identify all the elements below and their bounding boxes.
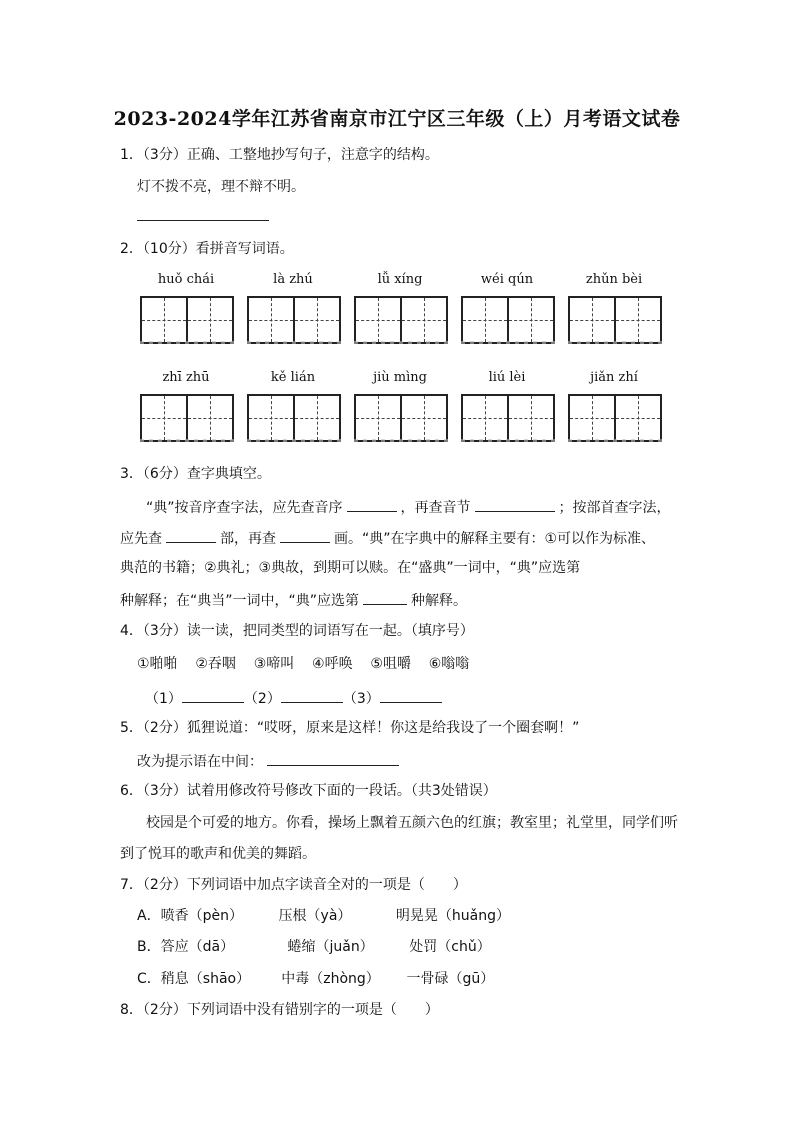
page-title: 2023-2024学年江苏省南京市江宁区三年级（上）月考语文试卷: [113, 108, 681, 130]
pinyin-label: wéi qún: [480, 272, 534, 287]
pinyin-label: zhī zhū: [162, 370, 210, 385]
question-3-stem: 3．（6分）查字典填空。: [120, 466, 271, 482]
writing-boxes[interactable]: [247, 394, 341, 442]
question-5-prompt: 改为提示语在中间：: [137, 751, 399, 771]
blank-bihua[interactable]: [280, 528, 330, 543]
question-3-line-2: 应先查 部，再查 画。“典”在字典中的解释主要有：①可以作为标准、: [120, 528, 655, 548]
question-6-passage-line-1: 校园是个可爱的地方。你看，操场上飘着五颜六色的红旗；教室里；礼堂里，同学们听: [146, 815, 678, 831]
pinyin-label: kě lián: [270, 370, 316, 385]
writing-boxes[interactable]: [461, 394, 555, 442]
writing-boxes[interactable]: [461, 296, 555, 344]
blank-group-2[interactable]: [281, 688, 343, 703]
question-1-stem: 1．（3分）正确、工整地抄写句子，注意字的结构。: [120, 147, 439, 163]
writing-boxes[interactable]: [568, 296, 662, 344]
writing-boxes[interactable]: [354, 296, 448, 344]
question-1-sentence: 灯不拨不亮，理不辩不明。: [137, 179, 305, 195]
pinyin-label: liú lèi: [488, 370, 526, 385]
blank-group-1[interactable]: [182, 688, 244, 703]
writing-boxes[interactable]: [568, 394, 662, 442]
writing-boxes[interactable]: [140, 394, 234, 442]
pinyin-label: lǚ xíng: [377, 272, 423, 287]
blank-jieshi[interactable]: [363, 590, 407, 605]
question-3-line-4: 种解释；在“典当”一词中，“典”应选第 种解释。: [120, 590, 467, 610]
question-6-passage-line-2: 到了悦耳的歌声和优美的舞蹈。: [120, 846, 316, 862]
question-6-stem: 6．（3分）试着用修改符号修改下面的一段话。（共3处错误）: [120, 783, 497, 799]
question-4-words: ①啪啪 ②吞咽 ③啼叫 ④呼唤 ⑤咀嚼 ⑥嗡嗡: [137, 656, 470, 672]
writing-boxes[interactable]: [247, 296, 341, 344]
pinyin-grid-row-1: [140, 272, 660, 352]
blank-yinjie[interactable]: [475, 497, 555, 512]
question-7-option-c[interactable]: C．稍息（shāo） 中毒（zhòng） 一骨碌（gū）: [137, 971, 495, 987]
writing-boxes[interactable]: [354, 394, 448, 442]
blank-yinxu[interactable]: [347, 497, 397, 512]
question-1-answer-line[interactable]: [137, 206, 269, 226]
question-7-option-a[interactable]: A．喷香（pèn） 压根（yà） 明晃晃（huǎng）: [137, 908, 511, 924]
question-8-stem: 8．（2分）下列词语中没有错别字的一项是（ ）: [120, 1002, 439, 1018]
question-4-answers: （1） （2） （3）: [145, 688, 442, 708]
pinyin-label: huǒ chái: [157, 272, 215, 287]
question-7-stem: 7．（2分）下列词语中加点字读音全对的一项是（ ）: [120, 877, 467, 893]
pinyin-label: jiù mìng: [373, 370, 427, 385]
pinyin-grid-row-2: [140, 370, 660, 450]
pinyin-label: zhǔn bèi: [585, 272, 643, 287]
question-3-line-1: “典”按音序查字法，应先查音序 ，再查音节 ；按部首查字法，: [146, 497, 671, 517]
blank-group-3[interactable]: [380, 688, 442, 703]
question-4-stem: 4．（3分）读一读，把同类型的词语写在一起。（填序号）: [120, 623, 474, 639]
question-5-stem: 5．（2分）狐狸说道：“哎呀，原来是这样！你这是给我设了一个圈套啊！”: [120, 720, 580, 736]
blank-bushou[interactable]: [166, 528, 216, 543]
question-7-option-b[interactable]: B．答应（dā） 蜷缩（juǎn） 处罚（chǔ）: [137, 939, 491, 955]
question-2-stem: 2．（10分）看拼音写词语。: [120, 241, 294, 257]
pinyin-label: jiǎn zhí: [590, 370, 638, 385]
writing-boxes[interactable]: [140, 296, 234, 344]
question-5-answer-line[interactable]: [267, 751, 399, 766]
question-3-line-3: 典范的书籍；②典礼；③典故，到期可以赎。在“盛典”一词中，“典”应选第: [120, 560, 581, 576]
pinyin-label: là zhú: [273, 272, 313, 287]
